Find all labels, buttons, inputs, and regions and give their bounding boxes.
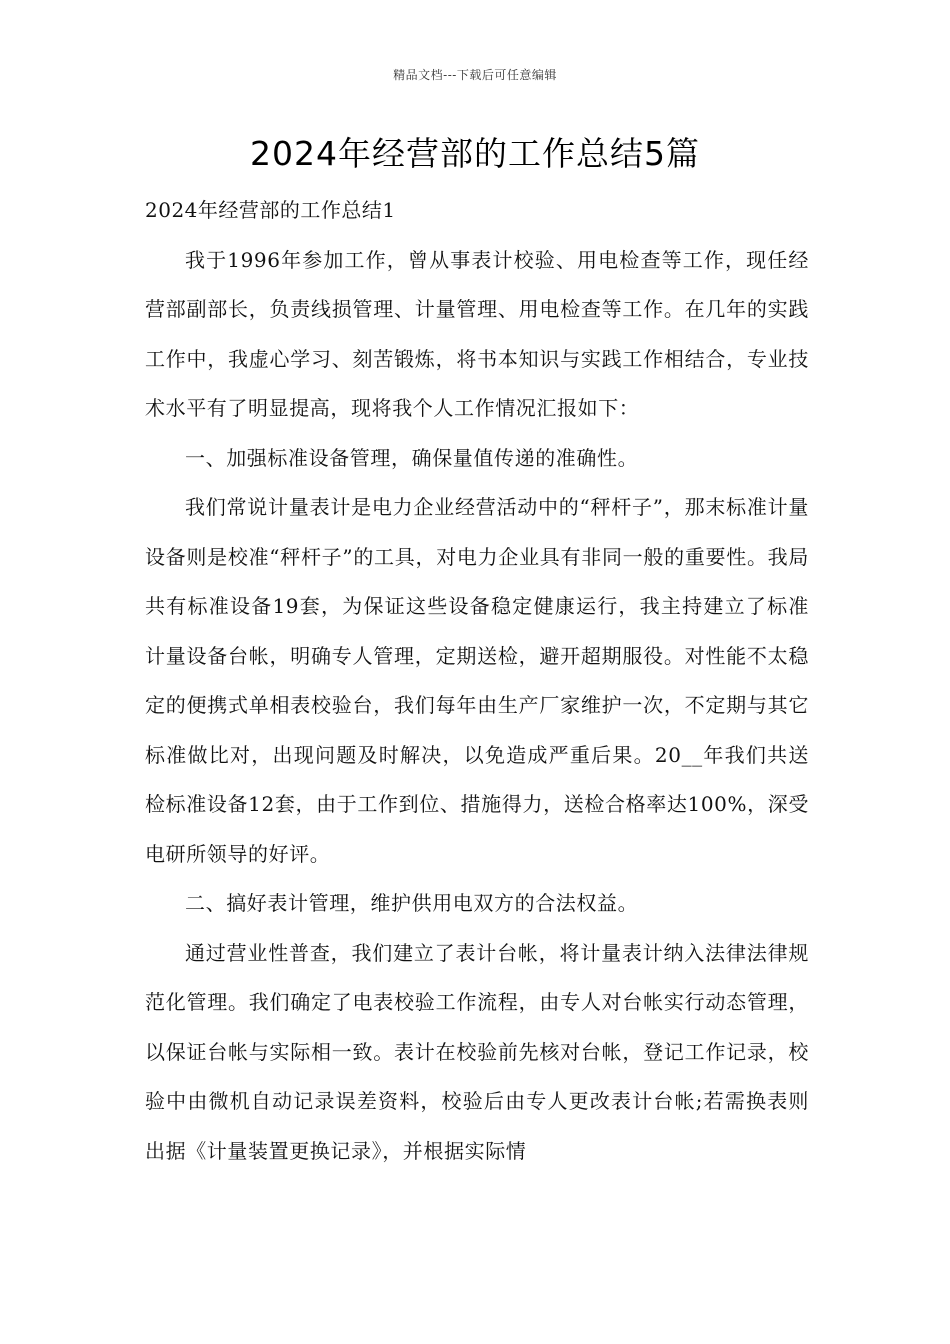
document-body bbox=[145, 186, 809, 1176]
header-note: 精品文档---下载后可任意编辑 bbox=[393, 68, 557, 82]
subheading-standard-equipment: 一、加强标准设备管理，确保量值传递的准确性。 bbox=[185, 445, 639, 470]
subheading-meter-management: 二、搞好表计管理，维护供用电双方的合法权益。 bbox=[185, 891, 639, 915]
paragraph-intro: 我于1996年参加工作，曾从事表计校验、用电检查等工作，现任经营部副部长，负责线损管理、计量管理、用电检查等工作。在几年的实践工作中，我虚心学习、刻苦锻炼，将书本知识与实践工作相结合，专业技术水平有了明显提高，现将我个人工作情况汇报如下： bbox=[145, 247, 809, 420]
section-heading: 2024年经营部的工作总结1 bbox=[145, 198, 396, 222]
paragraph-meter-management: 通过营业性普查，我们建立了表计台帐，将计量表计纳入法律法律规范化管理。我们确定了电表校验工作流程，由专人对台帐实行动态管理，以保证台帐与实际相一致。表计在校验前先核对台帐，登记工作记录，校验中由微机自动记录误差资料，校验后由专人更改表计台帐;若需换表则出据《计量装置更换记录》，并根据实际情 bbox=[145, 940, 809, 1163]
document-title: 2024年经营部的工作总结5篇 bbox=[250, 134, 700, 173]
paragraph-standard-equipment: 我们常说计量表计是电力企业经营活动中的“秤杆子”，那末标准计量设备则是校准“秤杆子”的工具，对电力企业具有非同一般的重要性。我局共有标准设备19套，为保证这些设备稳定健康运行，我主持建立了标准计量设备台帐，明确专人管理，定期送检，避开超期服役。对性能不太稳定的便携式单相表校验台，我们每年由生产厂家维护一次，不定期与其它标准做比对，出现问题及时解决，以免造成严重后果。20__年我们共送检标准设备12套，由于工作到位、措施得力，送检合格率达100%，深受电研所领导的好评。 bbox=[145, 495, 809, 866]
